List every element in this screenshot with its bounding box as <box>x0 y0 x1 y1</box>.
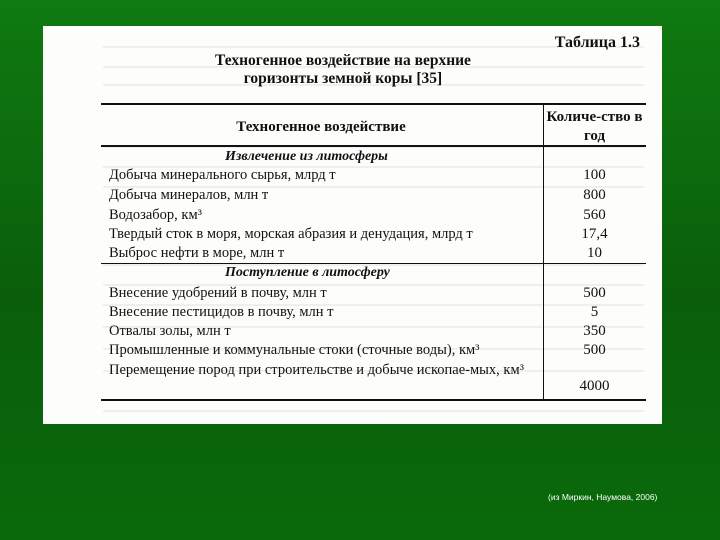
table-row-value: 500 <box>583 285 606 301</box>
table-row-value: 17,4 <box>581 226 608 242</box>
table-row-label: Водозабор, км³ <box>109 207 202 223</box>
table-row-value: 5 <box>590 304 599 320</box>
table-row-label: Внесение удобрений в почву, млн т <box>109 285 327 301</box>
table-row-label: Твердый сток в моря, морская абразия и денудация, млрд т <box>109 226 473 242</box>
table-row-value: 560 <box>583 207 606 223</box>
table-row-value: 350 <box>583 323 606 339</box>
table-row-value: 100 <box>583 167 606 183</box>
table-row-value: 4000 <box>579 378 610 394</box>
top-rule <box>101 103 646 105</box>
table-row-value: 10 <box>587 245 602 261</box>
table-label: Таблица 1.3 <box>554 34 640 51</box>
source-credit: (из Миркин, Наумова, 2006) <box>548 492 658 502</box>
table-row-label: Выброс нефти в море, млн т <box>109 245 285 261</box>
scanned-table-image <box>43 26 662 424</box>
bottom-rule <box>101 399 646 401</box>
table-row-label: Добыча минералов, млн т <box>109 187 269 203</box>
table-row-label: Внесение пестицидов в почву, млн т <box>109 304 334 320</box>
table-row-value: 500 <box>583 342 606 358</box>
table-row-label: Добыча минерального сырья, млрд т <box>109 167 336 183</box>
table-row-label: Отвалы золы, млн т <box>109 323 231 339</box>
table-title: Техногенное воздействие на верхние горизонты земной коры [35] <box>215 52 471 87</box>
section-extraction-title: Извлечение из литосферы <box>225 149 388 164</box>
header-impact: Техногенное воздействие <box>236 119 406 135</box>
table-row-value: 800 <box>583 187 606 203</box>
table-row-label: Перемещение пород при строительстве и добыче ископае-мых, км³ <box>109 362 524 378</box>
header-rule <box>101 145 646 147</box>
section-input-title: Поступление в литосферу <box>225 265 390 280</box>
table-row-label: Промышленные и коммунальные стоки (сточные воды), км³ <box>109 342 480 358</box>
section-rule <box>101 263 646 264</box>
header-amount: Количе-ство в год <box>546 109 643 144</box>
